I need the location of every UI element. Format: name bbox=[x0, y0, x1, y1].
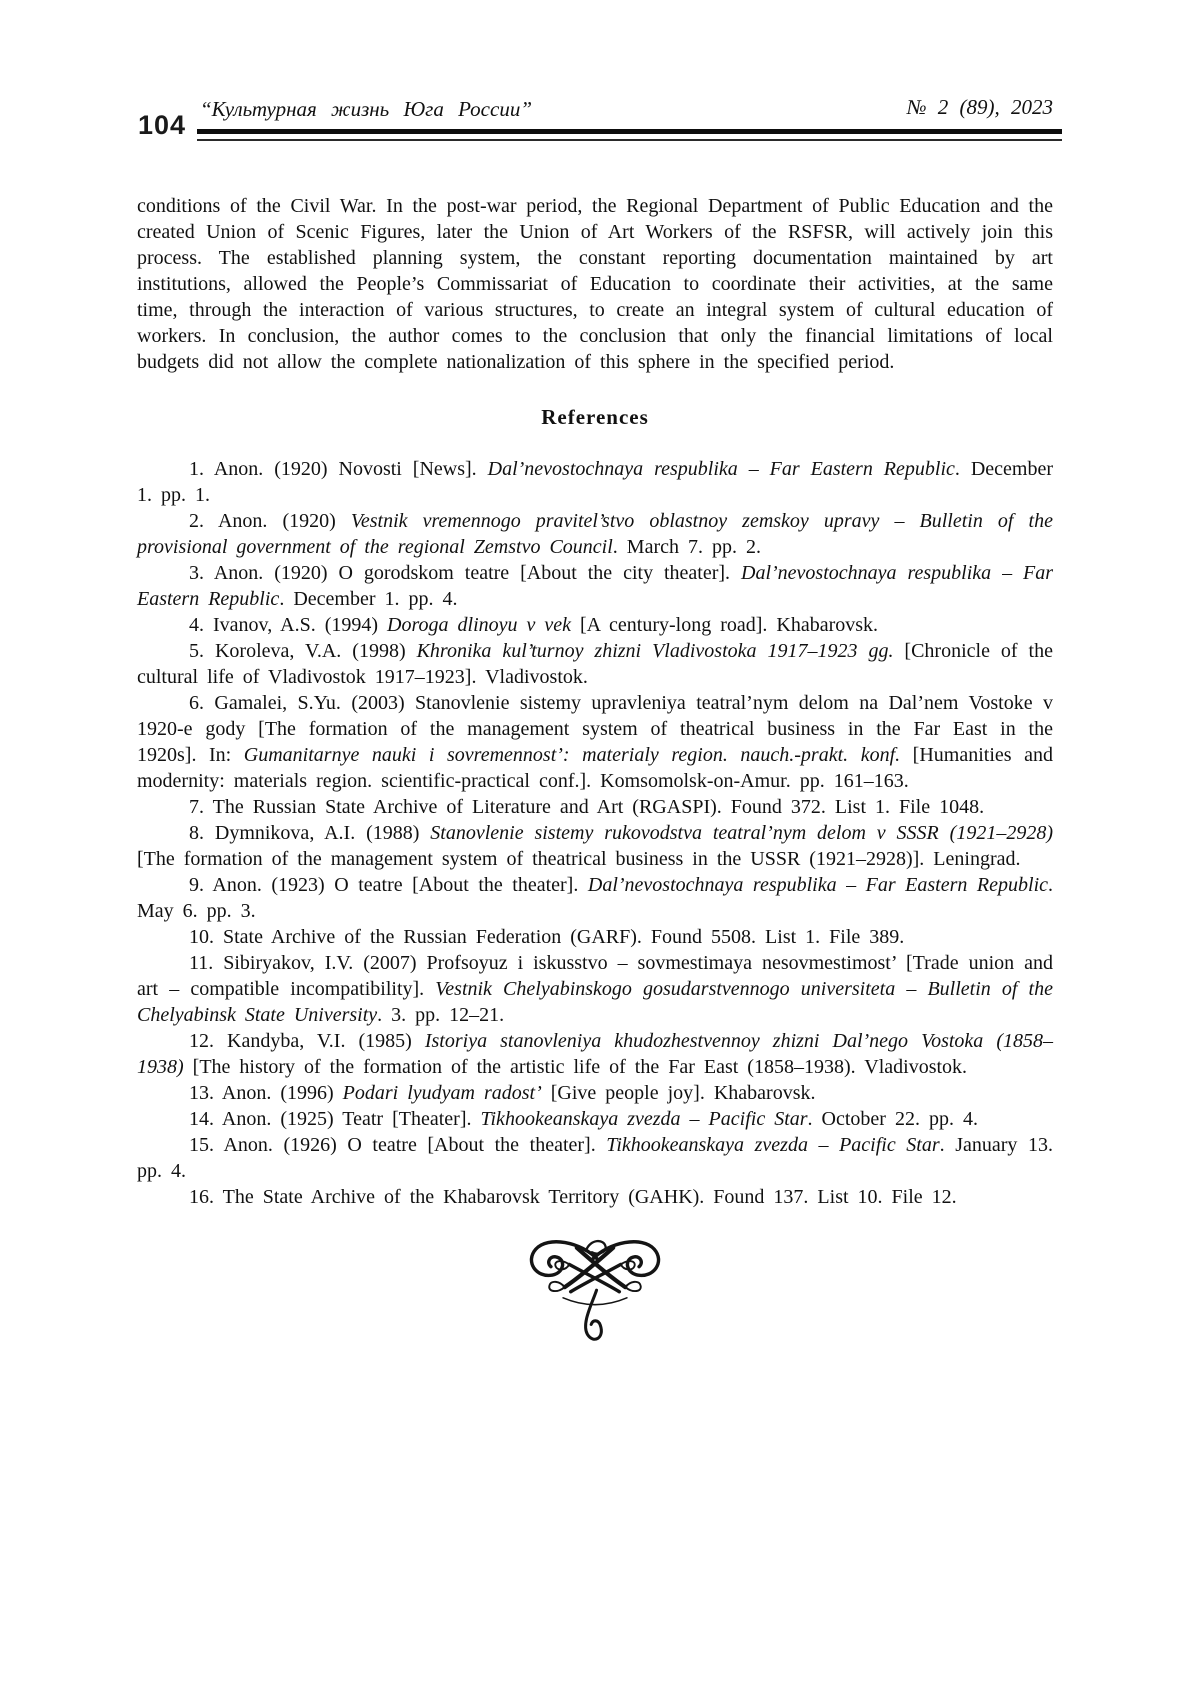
reference-title-italic: Khronika kul’turnoy zhizni Vladivostoka 1917–1923 gg. bbox=[416, 640, 894, 662]
reference-text: 10. State Archive of the Russian Federation (GARF). Found 5508. List 1. File 389. bbox=[189, 926, 905, 948]
reference-text: 12. Kandyba, V.I. (1985) bbox=[189, 1030, 425, 1052]
reference-text: 1. Anon. (1920) Novosti [News]. bbox=[189, 458, 488, 480]
references-list bbox=[137, 456, 1053, 1210]
reference-text: [Chronicle of the cultural life of Vladivostok 1917–1923]. Vladivostok. bbox=[137, 640, 1053, 688]
reference-text: 4. Ivanov, A.S. (1994) bbox=[189, 614, 388, 636]
reference-text: . December 1. pp. 4. bbox=[279, 588, 458, 610]
reference-text: 8. Dymnikova, A.I. (1988) bbox=[189, 822, 431, 844]
reference-title-italic: Vestnik Chelyabinskogo gosudarstvennogo universiteta – Bulletin of the Chelyabinsk State University bbox=[137, 978, 1053, 1026]
reference-text: [A century-long road]. Khabarovsk. bbox=[571, 614, 879, 636]
reference-text: 2. Anon. (1920) bbox=[189, 510, 351, 532]
reference-title-italic: Tikhookeanskaya zvezda – Pacific Star bbox=[606, 1134, 940, 1156]
reference-text: [The history of the formation of the artistic life of the Far East (1858–1938). Vladivostok. bbox=[183, 1056, 968, 1078]
reference-text: 13. Anon. (1996) bbox=[189, 1082, 343, 1104]
reference-title-italic: Dal’nevostochnaya respublika – Far Eastern Republic bbox=[137, 562, 1054, 610]
reference-item bbox=[137, 560, 1053, 612]
reference-item bbox=[137, 638, 1053, 690]
reference-text: 3. Anon. (1920) O gorodskom teatre [About the city theater]. bbox=[189, 562, 741, 584]
reference-text: 16. The State Archive of the Khabarovsk Territory (GAHK). Found 137. List 10. File 12. bbox=[189, 1186, 957, 1208]
reference-text: 9. Anon. (1923) O teatre [About the theater]. bbox=[189, 874, 588, 896]
reference-text: . 3. pp. 12–21. bbox=[377, 1004, 505, 1026]
reference-text: . January 13. pp. 4. bbox=[137, 1134, 1054, 1182]
reference-title-italic: Gumanitarnye nauki i sovremennost’: materialy region. nauch.-prakt. konf. bbox=[243, 744, 901, 766]
reference-text: [Give people joy]. Khabarovsk. bbox=[541, 1082, 816, 1104]
reference-title-italic: Vestnik vremennogo pravitel’stvo oblastnoy zemskoy upravy – Bulletin of the provisional government of the regional Zemstvo Council bbox=[137, 510, 1053, 558]
reference-text: 6. Gamalei, S.Yu. (2003) Stanovlenie sistemy upravleniya teatral’nym delom na Dal’nem Vostoke v 1920-e gody [The formation of the management system of theatrical business in the Far East in the 1920s]. In: bbox=[137, 692, 1053, 766]
reference-item bbox=[137, 794, 1053, 820]
reference-text: 15. Anon. (1926) O teatre [About the theater]. bbox=[189, 1134, 607, 1156]
reference-title-italic: Istoriya stanovleniya khudozhestvennoy zhizni Dal’nego Vostoka (1858–1938) bbox=[137, 1030, 1054, 1078]
reference-text: 5. Koroleva, V.A. (1998) bbox=[189, 640, 417, 662]
reference-title-italic: Tikhookeanskaya zvezda – Pacific Star bbox=[480, 1108, 808, 1130]
reference-item bbox=[137, 1028, 1053, 1080]
reference-text: [Humanities and modernity: materials region. scientific-practical conf.]. Komsomolsk-on-Amur. pp. 161–163. bbox=[137, 744, 1053, 792]
reference-title-italic: Podari lyudyam radost’ bbox=[342, 1082, 542, 1104]
page-number: 104 bbox=[138, 110, 187, 140]
reference-item bbox=[137, 1184, 1053, 1210]
reference-text: [The formation of the management system of theatrical business in the USSR (1921–2928)]. Leningrad. bbox=[137, 848, 1021, 870]
reference-item bbox=[137, 456, 1053, 508]
reference-title-italic: Stanovlenie sistemy rukovodstva teatral’nym delom v SSSR (1921–2928) bbox=[430, 822, 1053, 844]
reference-title-italic: Dal’nevostochnaya respublika – Far Eastern Republic bbox=[487, 458, 955, 480]
reference-item bbox=[137, 612, 1053, 638]
references-heading: References bbox=[541, 405, 649, 429]
abstract-paragraph: conditions of the Civil War. In the post-war period, the Regional Department of Public Education and the created Union of Scenic Figures, later the Union of Art Workers of the RSFSR, will actively join this process. The established planning system, the constant reporting documentation maintained by art institutions, allowed the People’s Commissariat of Education to coordinate their activities, at the same time, through the interaction of various structures, to create an integral system of cultural education of workers. In conclusion, the author comes to the conclusion that only the financial limitations of local budgets did not allow the complete nationalization of this sphere in the specified period. bbox=[137, 195, 1053, 373]
reference-title-italic: Doroga dlinoyu v vek bbox=[387, 614, 572, 636]
reference-text: 14. Anon. (1925) Teatr [Theater]. bbox=[189, 1108, 481, 1130]
reference-item bbox=[137, 1080, 1053, 1106]
reference-title-italic: Dal’nevostochnaya respublika – Far Eastern Republic bbox=[587, 874, 1049, 896]
reference-text: . December 1. pp. 1. bbox=[137, 458, 1054, 506]
reference-item bbox=[137, 1106, 1053, 1132]
text-column bbox=[137, 193, 1053, 1348]
reference-item bbox=[137, 924, 1053, 950]
reference-item bbox=[137, 872, 1053, 924]
calligraphic-flourish-icon bbox=[519, 1234, 671, 1348]
reference-item bbox=[137, 820, 1053, 872]
reference-text: 7. The Russian State Archive of Literature and Art (RGASPI). Found 372. List 1. File 1048. bbox=[189, 796, 985, 818]
reference-text: . May 6. pp. 3. bbox=[137, 874, 1054, 922]
running-header-title: “Культурная жизнь Юга России” bbox=[200, 97, 532, 121]
reference-item bbox=[137, 1132, 1053, 1184]
header-rule-thin bbox=[197, 139, 1062, 141]
reference-item bbox=[137, 508, 1053, 560]
reference-text: . March 7. pp. 2. bbox=[612, 536, 761, 558]
reference-item bbox=[137, 690, 1053, 794]
reference-item bbox=[137, 950, 1053, 1028]
reference-text: . October 22. pp. 4. bbox=[807, 1108, 978, 1130]
issue-info: № 2 (89), 2023 bbox=[906, 95, 1053, 119]
footer-ornament bbox=[137, 1234, 1053, 1348]
reference-text: 11. Sibiryakov, I.V. (2007) Profsoyuz i iskusstvo – sovmestimaya nesovmestimost’ [Trade union and art – compatible incompatibility]. bbox=[137, 952, 1053, 1000]
header-rule-thick bbox=[197, 129, 1062, 134]
